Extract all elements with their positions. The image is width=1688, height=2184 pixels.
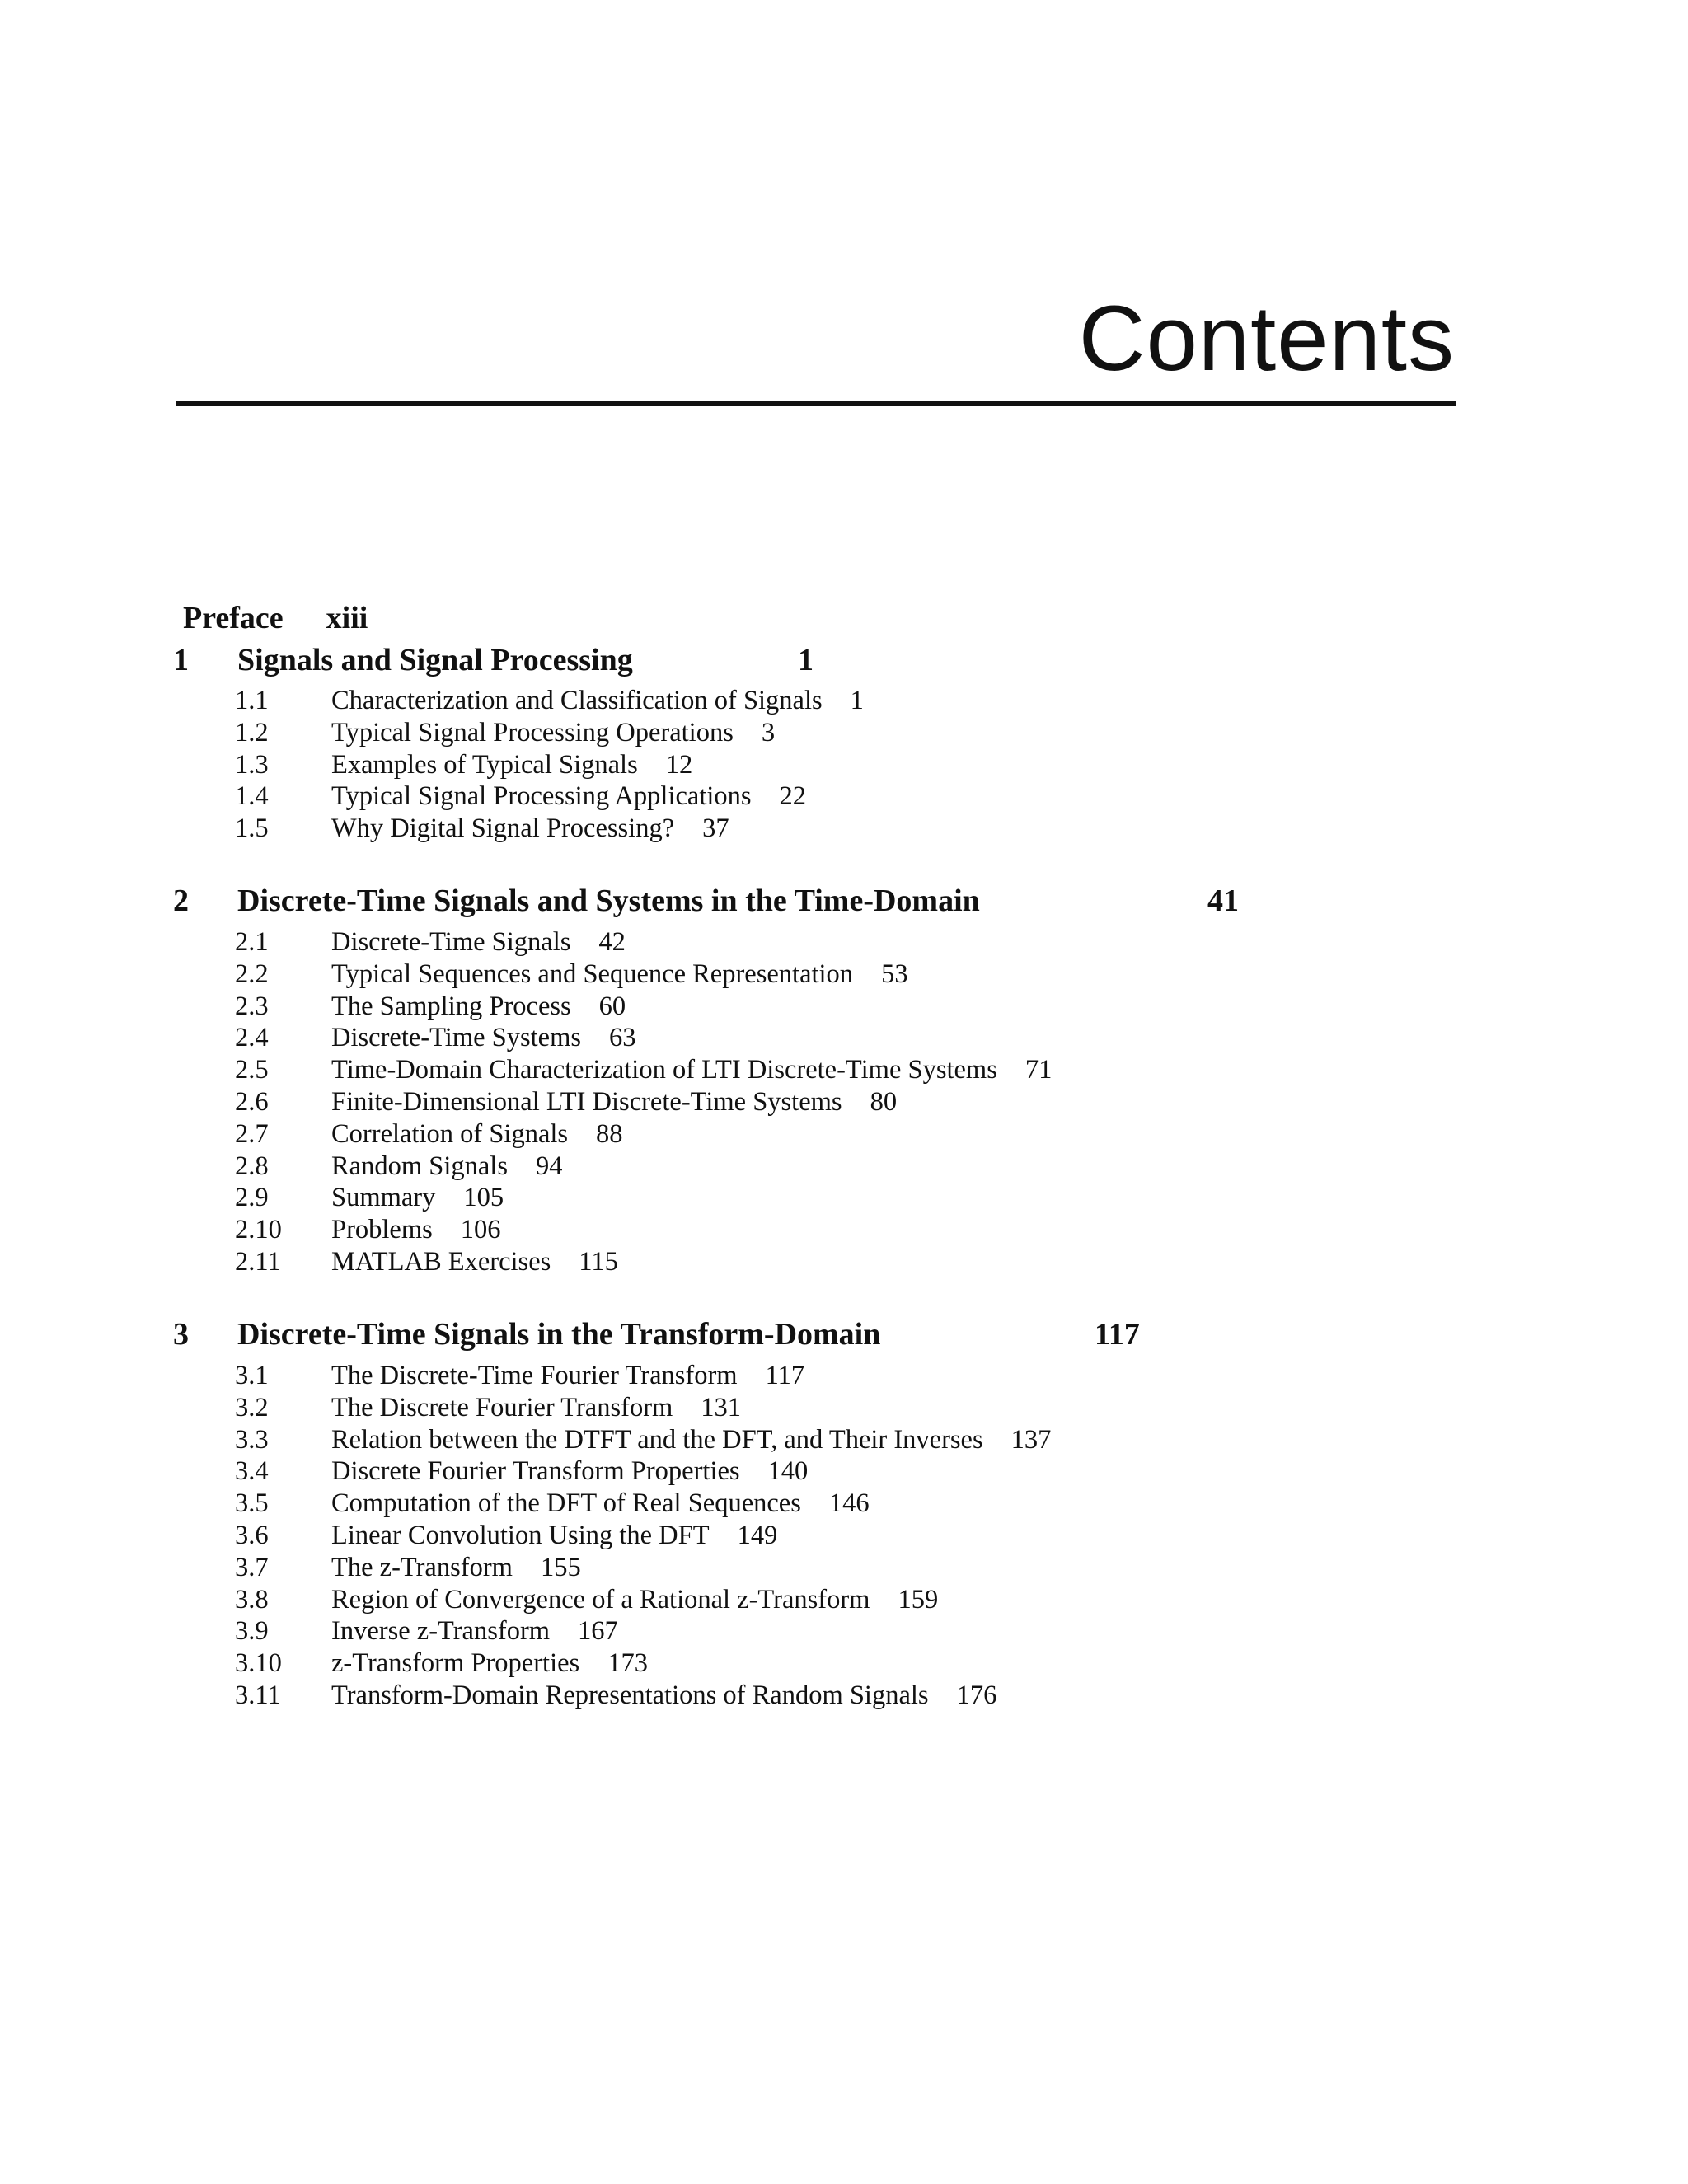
section-page: 37	[702, 813, 729, 844]
section-page: 22	[779, 781, 807, 812]
section-page: 60	[598, 991, 626, 1021]
preface-entry	[183, 600, 368, 636]
section-number: 2.2	[235, 958, 269, 989]
section-page: 137	[1010, 1424, 1052, 1455]
section-page: 167	[578, 1616, 618, 1647]
section-entry	[235, 1552, 1051, 1584]
section-page: 176	[956, 1680, 997, 1710]
section-title: Summary	[331, 1183, 436, 1213]
section-page: 146	[828, 1488, 870, 1519]
chapter-title: Discrete-Time Signals and Systems in the Time-Domain	[237, 883, 980, 918]
section-title: Discrete-Time Systems	[331, 1023, 582, 1053]
section-number: 2.9	[235, 1183, 269, 1213]
section-entry	[235, 717, 864, 749]
section-entry	[235, 1151, 1052, 1183]
chapter-3	[173, 1316, 1140, 1352]
section-entry	[235, 780, 864, 813]
section-title: Inverse z-Transform	[331, 1616, 551, 1647]
section-page: 88	[596, 1118, 623, 1149]
chapter-number: 3	[173, 1317, 189, 1352]
section-title: The z-Transform	[331, 1552, 513, 1582]
section-page: 155	[540, 1552, 581, 1582]
section-page: 1	[850, 686, 864, 715]
section-page: 42	[598, 927, 626, 957]
section-page: 105	[463, 1183, 504, 1213]
preface-label: Preface	[183, 601, 284, 635]
section-entry	[235, 1424, 1051, 1456]
section-page: 53	[881, 958, 908, 989]
section-page: 117	[765, 1361, 805, 1390]
section-entry	[235, 1615, 1051, 1647]
section-number: 3.2	[235, 1392, 269, 1422]
section-title: Region of Convergence of a Rational z-Transform	[331, 1584, 870, 1615]
section-entry	[235, 1022, 1052, 1054]
section-entry	[235, 1182, 1052, 1214]
section-number: 1.4	[235, 781, 269, 812]
section-title: Computation of the DFT of Real Sequences	[331, 1488, 801, 1519]
section-page: 140	[767, 1456, 809, 1487]
section-entry	[235, 1647, 1051, 1680]
section-page: 94	[535, 1151, 563, 1181]
chapter-2-sections	[235, 926, 1052, 1278]
section-entry	[235, 1214, 1052, 1246]
section-title: The Sampling Process	[331, 991, 571, 1021]
section-title: Correlation of Signals	[331, 1118, 569, 1149]
chapter-number: 1	[173, 643, 189, 677]
section-page: 63	[609, 1023, 636, 1053]
section-number: 3.4	[235, 1456, 269, 1487]
section-entry	[235, 958, 1052, 991]
section-entry	[235, 926, 1052, 958]
section-entry	[235, 1455, 1051, 1488]
section-entry	[235, 749, 864, 781]
section-entry	[235, 1680, 1051, 1712]
section-title: Examples of Typical Signals	[331, 749, 638, 780]
section-title: Characterization and Classification of Signals	[331, 686, 823, 715]
section-entry	[235, 1246, 1052, 1278]
section-page: 159	[898, 1584, 939, 1615]
chapter-2	[173, 883, 1239, 919]
section-entry	[235, 1086, 1052, 1118]
section-page: 80	[870, 1086, 898, 1117]
chapter-page: 117	[1095, 1317, 1140, 1352]
section-title: Finite-Dimensional LTI Discrete-Time Systems	[331, 1086, 842, 1117]
section-number: 3.11	[235, 1680, 281, 1710]
section-number: 1.2	[235, 717, 269, 748]
section-number: 3.8	[235, 1584, 269, 1615]
section-number: 3.10	[235, 1648, 282, 1679]
section-title: Transform-Domain Representations of Random Signals	[331, 1680, 929, 1710]
section-entry	[235, 1360, 1051, 1392]
section-title: Linear Convolution Using the DFT	[331, 1520, 710, 1550]
section-number: 2.7	[235, 1118, 269, 1149]
section-number: 2.5	[235, 1055, 269, 1085]
section-title: Why Digital Signal Processing?	[331, 813, 675, 844]
section-number: 3.6	[235, 1520, 269, 1550]
chapter-page: 41	[1207, 883, 1239, 918]
preface-page: xiii	[326, 601, 368, 635]
page-title: Contents	[1078, 287, 1455, 390]
section-number: 3.5	[235, 1488, 269, 1519]
section-title: Relation between the DTFT and the DFT, and Their Inverses	[331, 1424, 983, 1455]
section-entry	[235, 1118, 1052, 1151]
section-title: z-Transform Properties	[331, 1648, 580, 1679]
section-title: Typical Signal Processing Operations	[331, 717, 734, 748]
section-number: 3.7	[235, 1552, 269, 1582]
section-title: MATLAB Exercises	[331, 1246, 551, 1277]
section-number: 2.10	[235, 1215, 282, 1245]
section-entry	[235, 1520, 1051, 1552]
section-entry	[235, 1054, 1052, 1086]
chapter-title: Signals and Signal Processing	[237, 643, 633, 677]
section-page: 131	[701, 1392, 742, 1422]
section-page: 115	[579, 1246, 618, 1277]
section-number: 1.1	[235, 686, 269, 715]
section-number: 2.8	[235, 1151, 269, 1181]
title-rule	[176, 401, 1456, 406]
chapter-1-sections	[235, 685, 864, 845]
section-entry	[235, 991, 1052, 1023]
section-number: 1.3	[235, 749, 269, 780]
section-number: 2.3	[235, 991, 269, 1021]
section-title: The Discrete-Time Fourier Transform	[331, 1361, 738, 1390]
section-entry	[235, 1392, 1051, 1424]
section-number: 2.1	[235, 927, 269, 957]
section-title: Random Signals	[331, 1151, 508, 1181]
section-title: Typical Sequences and Sequence Representation	[331, 958, 854, 989]
section-title: Time-Domain Characterization of LTI Discrete-Time Systems	[331, 1055, 997, 1085]
chapter-number: 2	[173, 883, 189, 918]
section-title: The Discrete Fourier Transform	[331, 1392, 673, 1422]
chapter-page: 1	[798, 643, 814, 677]
section-page: 106	[460, 1215, 501, 1245]
section-number: 2.6	[235, 1086, 269, 1117]
section-title: Discrete Fourier Transform Properties	[331, 1456, 740, 1487]
section-page: 3	[761, 717, 776, 748]
chapter-3-sections	[235, 1360, 1051, 1712]
section-title: Problems	[331, 1215, 433, 1245]
section-entry	[235, 1488, 1051, 1520]
section-title: Typical Signal Processing Applications	[331, 781, 752, 812]
section-number: 1.5	[235, 813, 269, 844]
section-entry	[235, 685, 864, 717]
section-number: 3.1	[235, 1361, 269, 1390]
section-page: 71	[1025, 1055, 1053, 1085]
chapter-title: Discrete-Time Signals in the Transform-Domain	[237, 1317, 881, 1352]
chapter-1	[173, 642, 814, 678]
section-number: 2.4	[235, 1023, 269, 1053]
section-number: 3.9	[235, 1616, 269, 1647]
section-entry	[235, 813, 864, 845]
section-page: 173	[607, 1648, 648, 1679]
section-number: 2.11	[235, 1246, 281, 1277]
section-page: 12	[665, 749, 693, 780]
section-entry	[235, 1584, 1051, 1616]
section-title: Discrete-Time Signals	[331, 927, 571, 957]
section-number: 3.3	[235, 1424, 269, 1455]
section-page: 149	[737, 1520, 778, 1550]
